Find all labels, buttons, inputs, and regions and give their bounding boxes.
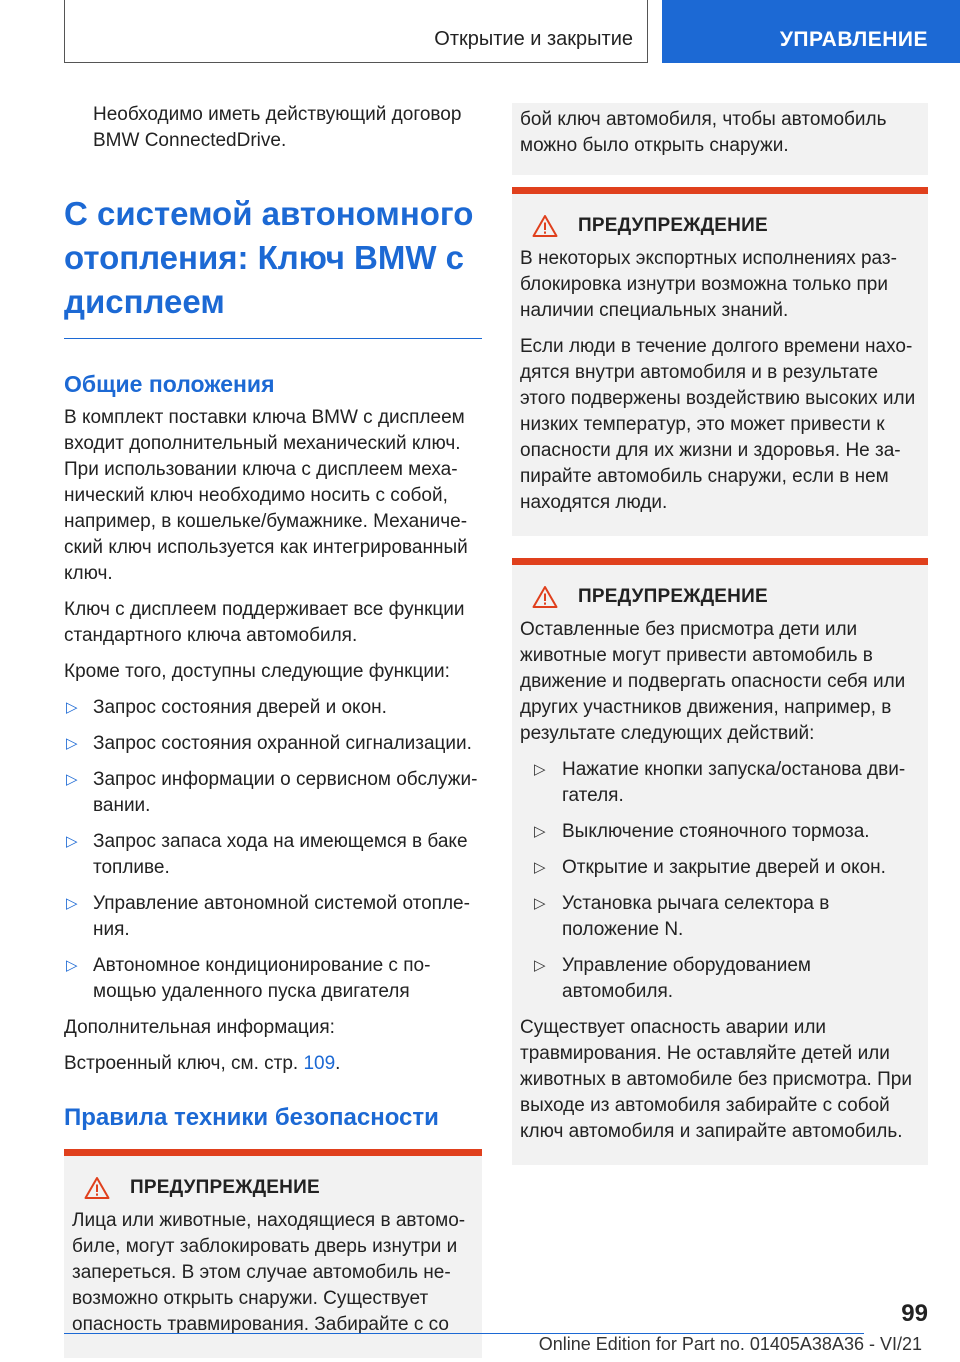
warning-triangle-icon xyxy=(532,214,558,238)
list-item: ▷ Выключение стояночного тормоза. xyxy=(520,819,918,845)
more-info-label: Дополнительная информация: xyxy=(64,1017,335,1038)
paragraph: В комплект поставки ключа BMW с дисплеем входит дополнительный механический ключ. При использовании ключа с дисплеем механический ключ необходимо носить с собой, например, в кошельке/бумажнике. Механический ключ используется как интегрированный ключ. xyxy=(64,407,468,584)
warning-box-continued xyxy=(512,103,928,175)
list-item: ▷ Автономное кондиционирование с помощью удаленного пуска двигателя xyxy=(66,955,431,1002)
list-item: ▷ Управление оборудованием автомобиля. xyxy=(534,955,811,1002)
warning-triangle-icon xyxy=(532,585,558,609)
warning-box xyxy=(64,1149,482,1358)
list-item: ▷ Установка рычага селектора в положение N. xyxy=(534,893,830,940)
subheading-general: Общие положения xyxy=(64,371,275,397)
edition-text: Online Edition for Part no. 01405A38A36 - VI/21 xyxy=(538,1334,922,1354)
footer-edition xyxy=(539,1334,922,1355)
list-item: ▷ Нажатие кнопки запуска/останова двигателя. xyxy=(534,759,906,806)
list-item: ▷ Открытие и закрытие дверей и окон. xyxy=(520,855,918,881)
list-item: ▷ Запрос состояния дверей и окон. xyxy=(64,695,482,721)
intro-text: Необходимо иметь действующий договор BMW ConnectedDrive. xyxy=(93,104,462,151)
triangle-right-icon: ▷ xyxy=(534,859,546,876)
safety-heading: Правила техники безопасности xyxy=(64,1104,439,1131)
header-chapter-title: УПРАВЛЕНИЕ xyxy=(779,28,928,51)
triangle-right-icon: ▷ xyxy=(534,823,546,840)
right-column xyxy=(512,103,928,1165)
triangle-right-icon: ▷ xyxy=(66,957,78,974)
triangle-right-icon: ▷ xyxy=(66,735,78,752)
warning-text: Оставленные без присмотра дети или животные могут привести автомобиль в движение и подвергать опасности себя или других участников движения, например, в результате следующих действий: xyxy=(520,619,906,744)
triangle-right-icon: ▷ xyxy=(534,895,546,912)
warning-title: ПРЕДУПРЕЖДЕНИЕ xyxy=(520,214,918,238)
triangle-right-icon: ▷ xyxy=(66,895,78,912)
list-item: ▷ Запрос запаса хода на имеющемся в баке топливе. xyxy=(66,831,468,878)
warning-box xyxy=(512,558,928,1165)
header-chapter-tab xyxy=(662,0,960,63)
list-item: ▷ Управление автономной системой отопления. xyxy=(66,893,470,940)
warning-text: бой ключ автомобиля, чтобы автомобиль можно было открыть снаружи. xyxy=(520,109,887,156)
triangle-right-icon: ▷ xyxy=(66,699,78,716)
triangle-right-icon: ▷ xyxy=(66,771,78,788)
warning-text: В некоторых экспортных исполнениях разблокировка изнутри возможна только при наличии специальных знаний. xyxy=(520,248,897,321)
header-section-title: Открытие и закрытие xyxy=(434,28,633,50)
warning-text: Если люди в течение долгого времени находятся внутри автомобиля и в результате этого подвержены воздействию высоких или низких температур, это может привести к опасности для их жизни и здоровья. Не запирайте автомобиль снаружи, если в нем находятся люди. xyxy=(520,336,916,513)
list-item: ▷ Запрос информации о сервисном обслуживании. xyxy=(66,769,478,816)
paragraph: Кроме того, доступны следующие функции: xyxy=(64,661,450,682)
triangle-right-icon: ▷ xyxy=(534,761,546,778)
page-number: 99 xyxy=(901,1300,928,1327)
page-reference-link[interactable]: 109 xyxy=(303,1053,336,1074)
section-heading: С системой автономного отопления: Ключ BMW с дисплеем xyxy=(64,192,482,339)
triangle-right-icon: ▷ xyxy=(534,957,546,974)
warning-actions-list xyxy=(520,757,918,1005)
header-section-tab xyxy=(64,0,648,63)
warning-title: ПРЕДУПРЕЖДЕНИЕ xyxy=(520,585,918,609)
functions-list xyxy=(64,695,482,1005)
paragraph: Ключ с дисплеем поддерживает все функции стандартного ключа автомобиля. xyxy=(64,599,465,646)
warning-box xyxy=(512,187,928,536)
warning-title: ПРЕДУПРЕЖДЕНИЕ xyxy=(72,1176,472,1200)
reference-text: Встроенный ключ, см. стр. 109. xyxy=(64,1053,341,1074)
left-column xyxy=(64,100,482,1358)
list-item: ▷ Запрос состояния охранной сигнализации. xyxy=(64,731,482,757)
warning-text: Лица или животные, находящиеся в автомобиле, могут заблокировать дверь изнутри и запереться. В этом случае автомобиль невозможно открыть снаружи. Существует опасность травмирования. Забирайте с со xyxy=(72,1210,466,1335)
warning-text: Существует опасность аварии или травмирования. Не оставляйте детей или животных в автомобиле без присмотра. При выходе из автомобиля забирайте с собой ключ автомобиля и запирайте автомобиль. xyxy=(520,1017,912,1142)
triangle-right-icon: ▷ xyxy=(66,833,78,850)
warning-triangle-icon xyxy=(84,1176,110,1200)
